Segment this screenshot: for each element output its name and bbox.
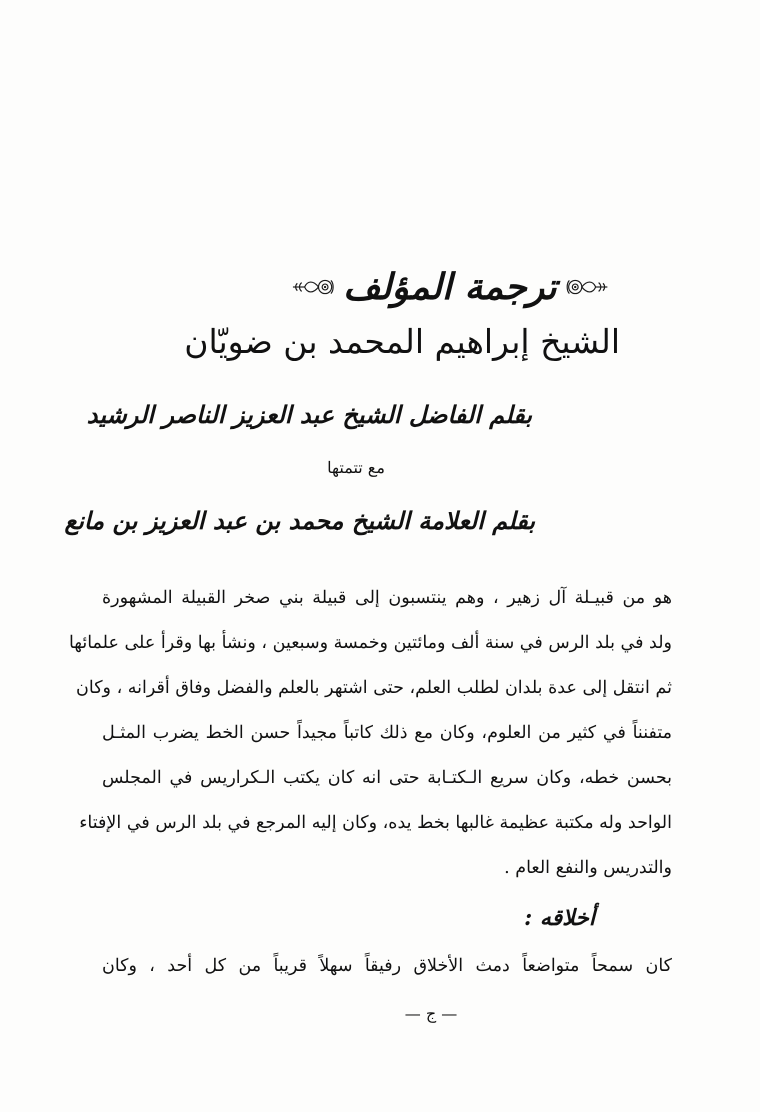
byline-first-author: بقلم الفاضل الشيخ عبد العزيز الناصر الرشيد	[86, 400, 532, 429]
text-line: متفنناً في كثير من العلوم، وكان مع ذلك كاتباً مجيداً حسن الخط يضرب المثـل	[102, 723, 672, 743]
morals-heading: أخلاقه :	[524, 905, 595, 931]
text-line: ثم انتقل إلى عدة بلدان لطلب العلم، حتى اشتهر بالعلم والفضل وفاق أقرانه ، وكان	[76, 678, 672, 698]
text-line: بحسن خطه، وكان سريع الـكتـابة حتى انه كان يكتب الـكراريس في المجلس	[102, 768, 672, 788]
byline-second-author: بقلم العلامة الشيخ محمد بن عبد العزيز بن مانع	[64, 506, 535, 535]
morals-paragraph	[102, 944, 672, 989]
page-number: — ج —	[404, 1004, 458, 1023]
page-title: ترجمة المؤلف	[343, 266, 557, 308]
arabesque-ornament-icon	[290, 270, 335, 304]
text-line: والتدريس والنفع العام .	[504, 858, 672, 878]
text-line: ولد في بلد الرس في سنة ألف ومائتين وخمسة وسبعين ، ونشأ بها وقرأ على علمائها	[68, 633, 672, 653]
biography-paragraph	[68, 576, 672, 891]
text-line: هو من قبيـلة آل زهير ، وهم ينتسبون إلى قبيلة بني صخر القبيلة المشهورة	[102, 588, 672, 608]
subject-name: الشيخ إبراهيم المحمد بن ضويّان	[184, 322, 620, 361]
arabesque-ornament-icon	[565, 270, 610, 304]
text-line: كان سمحاً متواضعاً دمث الأخلاق رفيقاً سهلاً قريباً من كل أحد ، وكان	[102, 956, 672, 976]
completion-note: مع تتمتها	[327, 458, 385, 477]
text-line: الواحد وله مكتبة عظيمة غالبها بخط يده، وكان إليه المرجع في بلد الرس في الإفتاء	[79, 813, 672, 833]
title-row	[290, 262, 610, 312]
